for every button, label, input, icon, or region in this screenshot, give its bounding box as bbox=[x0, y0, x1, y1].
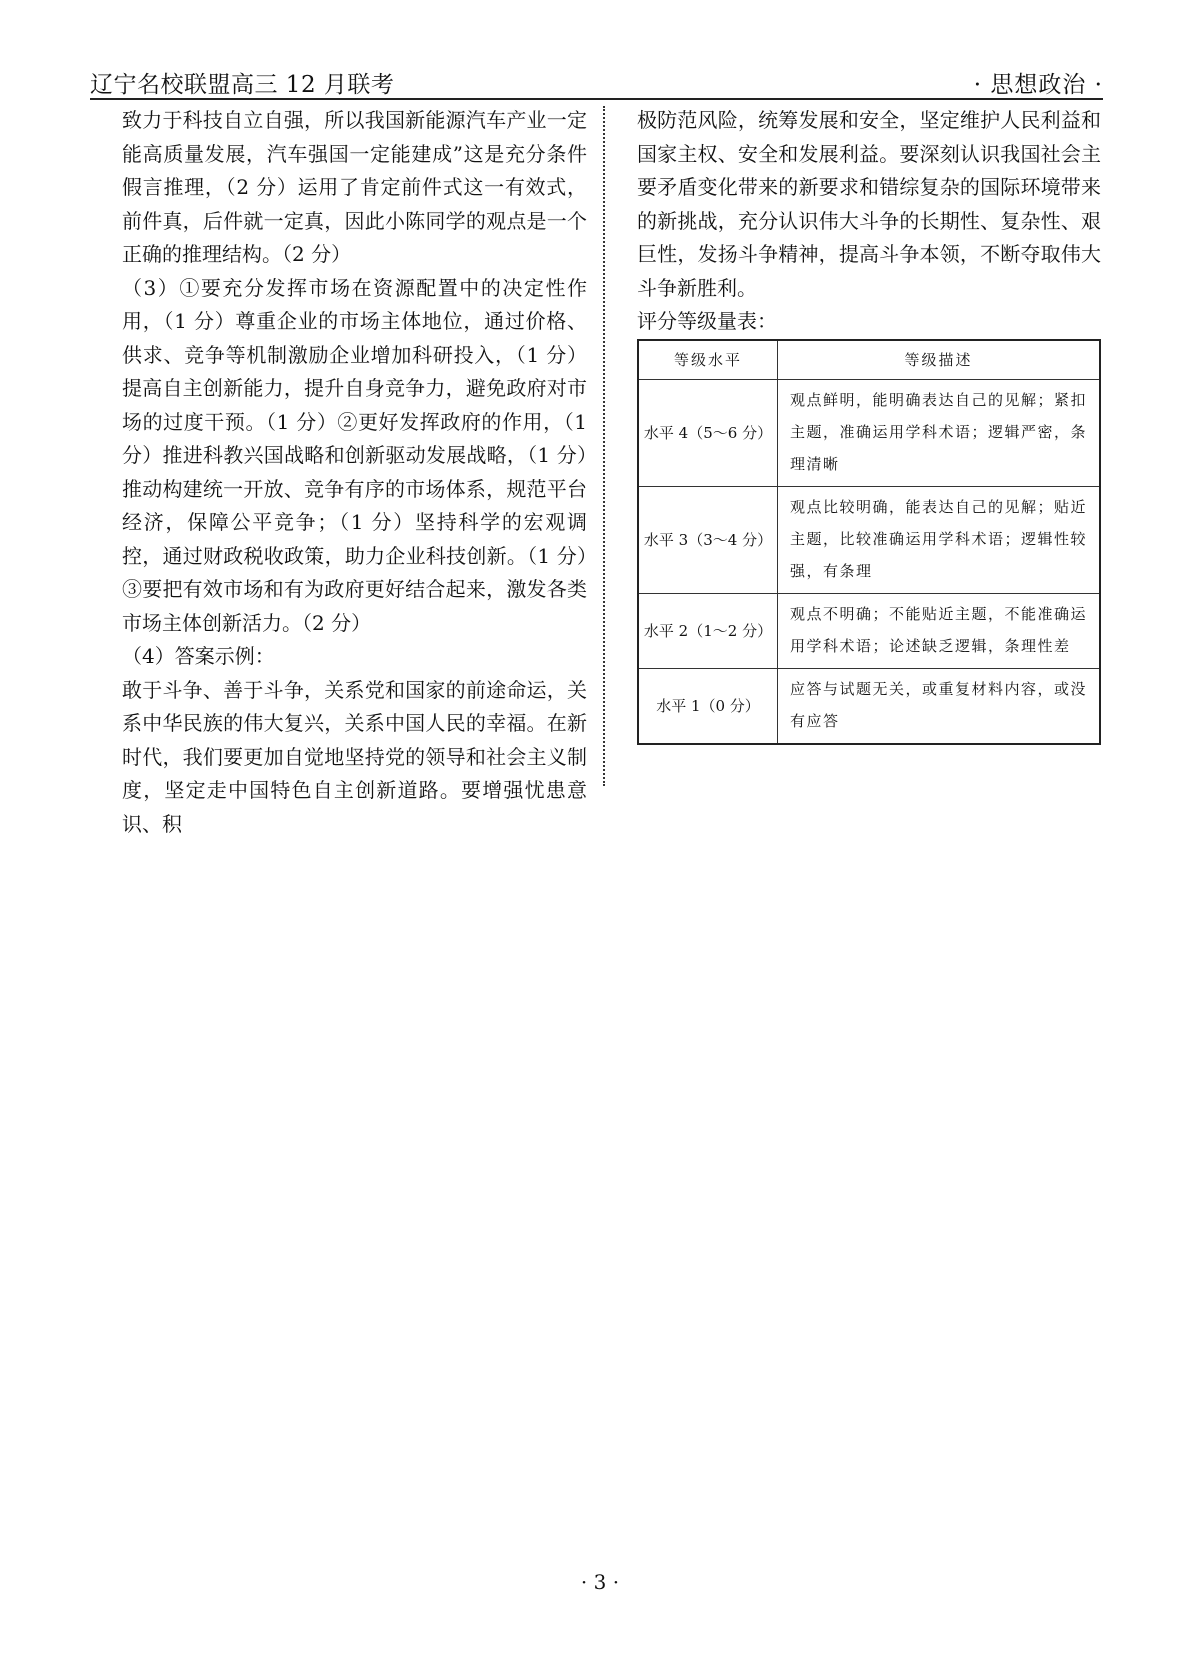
column-divider bbox=[603, 106, 605, 786]
right-column bbox=[637, 104, 1101, 339]
table-row bbox=[638, 594, 1100, 669]
table-caption: 评分等级量表： bbox=[637, 309, 777, 333]
grading-scale-table bbox=[637, 339, 1101, 745]
table-row bbox=[638, 669, 1100, 745]
paragraph: 敢于斗争、善于斗争，关系党和国家的前途命运，关系中华民族的伟大复兴，关系中国人民的幸福。在新时代，我们要更加自觉地坚持党的领导和社会主义制度，坚定走中国特色自主创新道路。要增强忧患意识、积 bbox=[122, 677, 587, 836]
description-cell: 观点比较明确，能表达自己的见解；贴近主题，比较准确运用学科术语；逻辑性较强，有条理 bbox=[778, 487, 1101, 594]
level-cell: 水平 4（5～6 分） bbox=[638, 380, 778, 487]
description-cell: 观点鲜明，能明确表达自己的见解；紧扣主题，准确运用学科术语；逻辑严密，条理清晰 bbox=[778, 380, 1101, 487]
paragraph: （4）答案示例： bbox=[122, 644, 275, 668]
left-column bbox=[122, 104, 587, 841]
description-cell: 应答与试题无关，或重复材料内容，或没有应答 bbox=[778, 669, 1101, 745]
page-header bbox=[90, 64, 1103, 100]
level-cell: 水平 1（0 分） bbox=[638, 669, 778, 745]
paragraph: 致力于科技自立自强，所以我国新能源汽车产业一定能高质量发展，汽车强国一定能建成”这是充分条件假言推理，（2 分）运用了肯定前件式这一有效式，前件真，后件就一定真，因此小陈同学的观点是一个正确的推理结构。（2 分） bbox=[122, 108, 587, 266]
table-row bbox=[638, 487, 1100, 594]
exam-title: 辽宁名校联盟高三 12 月联考 bbox=[90, 72, 395, 98]
table-row bbox=[638, 380, 1100, 487]
table-header-row bbox=[638, 340, 1100, 380]
page-number: · 3 · bbox=[580, 1570, 620, 1594]
header-level: 等级水平 bbox=[638, 340, 778, 380]
paragraph: 极防范风险，统筹发展和安全，坚定维护人民利益和国家主权、安全和发展利益。要深刻认识我国社会主要矛盾变化带来的新要求和错综复杂的国际环境带来的新挑战，充分认识伟大斗争的长期性、复杂性、艰巨性，发扬斗争精神，提高斗争本领，不断夺取伟大斗争新胜利。 bbox=[637, 108, 1101, 300]
description-cell: 观点不明确；不能贴近主题，不能准确运用学科术语；论述缺乏逻辑，条理性差 bbox=[778, 594, 1101, 669]
paragraph: （3）①要充分发挥市场在资源配置中的决定性作用，（1 分）尊重企业的市场主体地位，通过价格、供求、竞争等机制激励企业增加科研投入，（1 分）提高自主创新能力，提升自身竞争力，避免政府对市场的过度干预。（1 分）②更好发挥政府的作用，（1 分）推进科教兴国战略和创新驱动发展战略，（1 分）推动构建统一开放、竞争有序的市场体系，规范平台经济，保障公平竞争；（1 分）坚持科学的宏观调控，通过财政税收政策，助力企业科技创新。（1 分）③要把有效市场和有为政府更好结合起来，激发各类市场主体创新活力。（2 分） bbox=[122, 275, 587, 635]
level-cell: 水平 2（1～2 分） bbox=[638, 594, 778, 669]
subject-title: · 思想政治 · bbox=[973, 72, 1103, 98]
level-cell: 水平 3（3～4 分） bbox=[638, 487, 778, 594]
header-description: 等级描述 bbox=[778, 340, 1101, 380]
